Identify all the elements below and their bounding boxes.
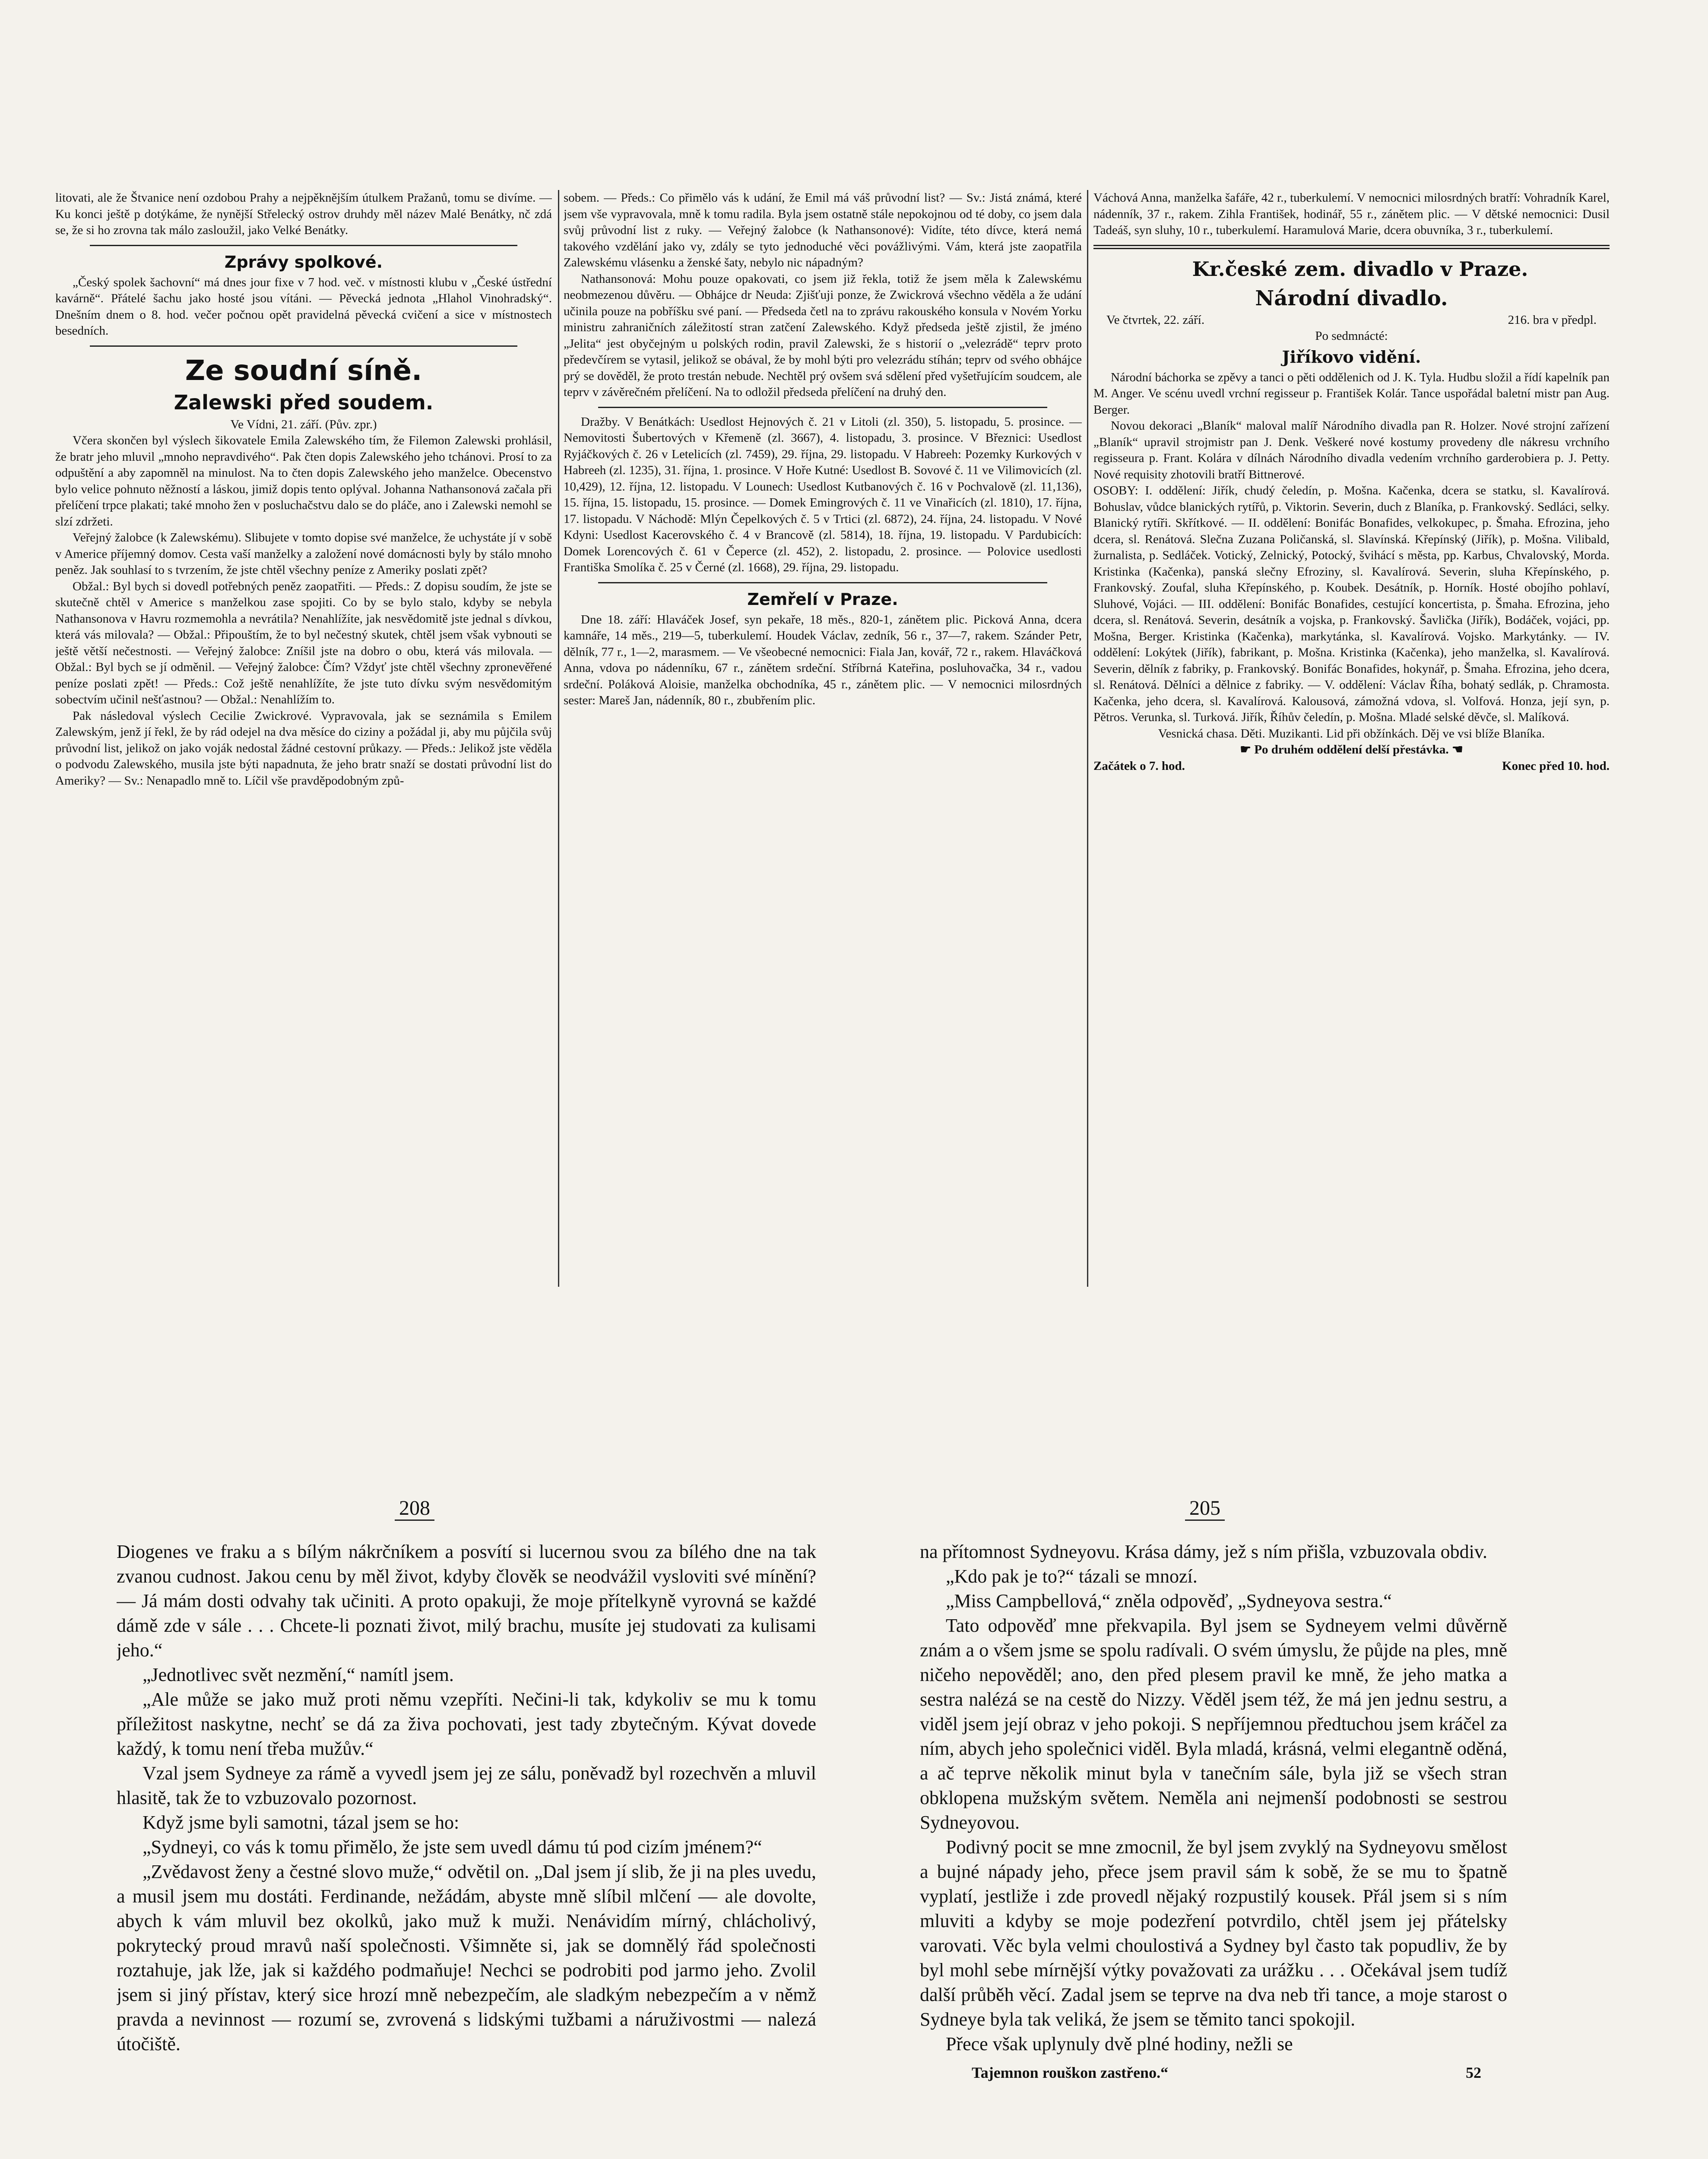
footer-row <box>920 2061 1507 2085</box>
paragraph: Když jsme byli samotni, tázal jsem se ho: <box>143 1812 459 1833</box>
section-title: Ze soudní síně. <box>185 355 422 387</box>
paragraph: Váchová Anna, manželka šafáře, 42 r., tuberkulemí. V nemocnici milosrdných bratří: Vohradník Karel, nádenník, 37 r., rakem. Zihla František, hodinář, 55 r., zánětem plic. — V dětské nemocnici: Dusil Tadeáš, syn sluhy, 10 r., tuberkulemí. Haramulová Marie, dcera obuvníka, 3 r., tuberkulemí. <box>1093 191 1610 237</box>
page-number-text: 208 <box>395 1497 434 1521</box>
paragraph: Podivný pocit se mne zmocnil, že byl jsem zvyklý na Sydneyovu smělost a bujné nápady jeho, přece jsem pravil sám k sobě, že se mu to špatně vyplatí, jestliže i zde provedl nějaký rozpustilý kousek. Přál jsem si s ním mluviti a kdyby se moje podezření potvrdilo, chtěl jsem jej přátelsky varovati. Věc byla velmi choulostivá a Sydney byl často tak popudliv, že by byl mohl sebe mírnější výtky považovati za urážku . . . Očekával jsem tudíž další průběh věcí. Zadal jsem se teprve na dva neb tři tance, a moje starost o Sydneye byla tak veliká, že jsem se těmito tanci spokojil. <box>920 1836 1507 2030</box>
pointing-hand-icon: ☚ <box>1448 743 1463 757</box>
paragraph: „Miss Campbellová,“ zněla odpověď, „Sydneyova sestra.“ <box>946 1590 1392 1611</box>
paragraph: Pak následoval výslech Cecilie Zwickrové. Vypravovala, jak se seznámila s Emilem Zalewským, jenž jí řekl, že by rád odejel na dva měsíce do ciziny a požádal ji, aby mu půjčila svůj průvodní list, jelikož on jako voják nedostal žádné cestovní průkazy. — Předs.: Jelikož jste věděla o podvodu Zalewského, musila jste býti napadnuta, že jeho bratr snaží se dostati průvodní list do Ameriky? — Sv.: Nenapadlo mně to. Líčil vše pravděpodobným způ- <box>55 709 552 788</box>
theatre-info-row <box>1093 312 1610 329</box>
play-title: Jiříkovo vidění. <box>1282 347 1421 367</box>
performance-count: Po sedmnácté: <box>1315 329 1388 343</box>
showtimes-row <box>1093 758 1610 775</box>
paragraph: Včera skončen byl výslech šikovatele Emila Zalewského tím, že Filemon Zalewski prohlásil, že bratr jeho mluvil „mnoho nepravdivého“. Pak čten dopis Zalewského jeho tchánovi. Prosí to za odpuštění a aby zapomněl na minulost. Na to čten dopis Zalewského jeho manželce. Obecenstvo bylo velice pohnuto něžností a láskou, jimiž dopis tento oplýval. Johanna Nathansonová začala při přelíčení trpce plakati; také mnoho žen v posluchačstvu dalo se do pláče, ano i Zalewski nemohl se slzí zdržeti. <box>55 434 552 529</box>
section-heading: Zprávy spolkové. <box>224 252 383 272</box>
paragraph: Nathansonová: Mohu pouze opakovati, co jsem již řekla, totiž že jsem měla k Zalewskému neobmezenou důvěru. — Obhájce dr Neuda: Zjišťuji ponze, že Zwickrová všechno věděla a že udání učinila pouze na pobříšku své paní. — Předseda četl na to zprávu rakouského konsula v Novém Yorku ministru zahraničních záležitostí stran zatčení Zalewského. Když předseda ještě zjistil, že jméno „Jelita“ jest obyčejným u polských rodin, pravil Zalewski, že s historií o „velezrádě“ teprv proto předevčírem se vytasil, jelikož se obával, že by mohl býti pro velezrádu stíhán; teprv od svého obhájce prý se dověděl, že proto trestán nebude. Nechtěl prý ovšem svá sdělení před vyšetřujícím soudcem, ale teprv v závěrečném přelíčení. Na to odložil předseda přelíčení na druhý den. <box>564 272 1082 399</box>
paragraph: sobem. — Předs.: Co přimělo vás k udání, že Emil má váš průvodní list? — Sv.: Jistá známá, které jsem vše vypravovala, mně k tomu radila. Byla jsem ostatně stále nepokojnou od té doby, co jsem dala svůj průvodní list z ruky. — Veřejný žalobce (k Nathansonové): Vidíte, této dívce, která nemá takového vzdělání jako vy, zdály se tyto jednoduché věci povážlivými. Vám, která jste zaopatřila Zalewskému vlásenku a ženské šaty, nebylo nic nápadným? <box>564 191 1082 269</box>
double-divider <box>1093 245 1610 249</box>
column-rule <box>558 190 559 1287</box>
page-number-text: 205 <box>1185 1497 1225 1521</box>
paragraph: „Kdo pak je to?“ tázali se mnozí. <box>946 1566 1198 1587</box>
theatre-heading: Kr.české zem. divadlo v Praze. <box>1192 257 1528 281</box>
end-time: Konec před 10. hod. <box>1502 759 1610 773</box>
footer-title: Tajemnon rouškon zastřeno.“ <box>972 2064 1169 2081</box>
novel-column-right <box>920 1539 1507 2159</box>
divider <box>90 345 517 347</box>
page-number-right <box>1162 1496 1248 1520</box>
paragraph: „Jednotlivec svět nezmění,“ namítl jsem. <box>143 1664 454 1685</box>
start-time: Začátek o 7. hod. <box>1093 759 1185 773</box>
footer-number: 52 <box>1466 2064 1481 2081</box>
paragraph: „Zvědavost ženy a čestné slovo muže,“ odvětil on. „Dal jsem jí slib, že ji na ples uvedu, a musil jsem mu dostáti. Ferdinande, nežádám, abyste mně slíbil mlčení — ale dovolte, abych k vám mluvil bez okolků, jako muž k muži. Nenávidím mírný, chlácholivý, pokrytecký proud mravů naší společnosti. Všimněte si, jak se domnělý řád společnosti roztahuje, jak lže, jak si každého podmaňuje! Nechci se podrobiti pod jarmo jeho. Zvolil jsem si jiný přístav, který sice hrozí mně nebezpečím, ale sladkým nebezpečím a v němž pravda a nevinnost — rozumí se, zvrovená s lidskými tužbami a náruživostmi — nalezá útočiště. <box>117 1861 816 2055</box>
paragraph: Dražby. V Benátkách: Usedlost Hejnových č. 21 v Litoli (zl. 350), 5. listopadu, 5. prosince. — Nemovitosti Šubertových v Křemeně (zl. 3667), 4. listopadu, 3. prosince. V Březnici: Usedlost Ryjáčkových č. 26 v Letelicích (zl. 7459), 29. října, 29. listopadu. V Habreeh: Pozemky Kurkových v Habreeh (zl. 1235), 31. října, 1. prosince. V Hoře Kutné: Usedlost B. Sovové č. 11 ve Vilimovicích (zl. 10,429), 12. října, 12. listopadu. V Lounech: Usedlost Kutbanových č. 16 v Pochvalově (zl. 11,136), 15. října, 15. listopadu, 15. prosince. — Domek Emingrových č. 11 ve Vinařicích (zl. 1810), 17. října, 17. listopadu. V Náchodě: Mlýn Čepelkových č. 5 v Trtici (zl. 6872), 24. října, 24. listopadu. V Nové Kdyni: Usedlost Kacerovského č. 4 v Brancově (zl. 5814), 18. října, 19. listopadu. V Pardubicích: Domek Lorencových č. 61 v Čeperce (zl. 452), 2. listopadu, 2. prosince. — Polovice usedlosti Františka Smolíka č. 25 v Černé (zl. 1668), 29. října, 29. listopadu. <box>564 415 1082 574</box>
paragraph: Vesnická chasa. Děti. Muzikanti. Lid při obžínkách. Děj ve vsi blíže Blaníka. <box>1158 726 1545 741</box>
article-title: Zalewski před soudem. <box>174 390 434 414</box>
column-3 <box>1093 190 1610 1295</box>
theatre-name: Národní divadlo. <box>1255 286 1448 310</box>
novel-column-left <box>117 1539 816 2159</box>
cast-list: OSOBY: I. oddělení: Jiřík, chudý čeledín, p. Mošna. Kačenka, dcera se statku, sl. Kavalírová. Bohuslav, vůdce blanických rytířů, p. Viktorin. Severin, duch z Blaníka, p. Frankovský. Sedláci, selky. Blanický rytíři. Skřítkové. — II. oddělení: Bonifác Bonafides, velkokupec, p. Šmaha. Efrozina, jeho dcera, sl. Renátová. Slečna Zuzana Poličanská, sl. Slavínská. Křepínský (Jiřík), p. Mošna. Vilibald, žurnalista, p. Sedláček. Votický, Zelnický, Potocký, švihácí s města, pp. Karbus, Chvalovský, Morda. Kristinka (Kačenka), panská slečny Efroziny, sl. Kavalírová. Severin, sluha Křepínského, p. Frankovský. Zoufal, sluha Křepínského, p. Koubek. Desátník, p. Horník. Hosté obojího pohlaví, Sluhové, Vojáci. — III. oddělení: Bonifác Bonafides, cestující koncertista, p. Šmaha. Efrozina, jeho dcera, sl. Renátová. Severin, desátník a vojska, p. Frankovský. Šavlička (Jiřík), Bodáček, vojáci, pp. Mošna, Berger. Kristinka (Kačenka), markytánka, sl. Kavalírová. Vojsko. Markytánky. — IV. oddělení: Lokýtek (Jiřík), fabrikant, p. Mošna. Kristinka (Kačenka), jeho manželka, sl. Kavalírová. Severin, dělník z fabriky, p. Frankovský. Bonifác Bonafides, hokynář, p. Šmaha. Efrozina, jeho dcera, sl. Renátová. Dělníci a dělnice z fabriky. — V. oddělení: Václav Říha, bohatý sedlák, p. Chramosta. Kačenka, jeho dcera, sl. Kavalírová. Kalousová, zámožná vdova, sl. Volfová. Honza, její syn, p. Pětros. Verunka, sl. Turková. Jiřík, Říhův čeledín, p. Mošna. Mladé selské děvče, sl. Malíková. <box>1093 484 1610 724</box>
page-number-left <box>371 1496 458 1520</box>
divider <box>598 407 1047 408</box>
paragraph: Dne 18. září: Hlaváček Josef, syn pekaře, 18 měs., 820-1, zánětem plic. Picková Anna, dcera kamnáře, 14 měs., 219—5, tuberkulemí. Houdek Václav, zedník, 56 r., 37—7, rakem. Szánder Petr, dělník, 77 r., 1—2, marasmem. — Ve všeobecné nemocnici: Fiala Jan, kovář, 72 r., rakem. Hlaváčková Anna, vdova po nádenníku, 67 r., zánětem srdeční. Stříbrná Kateřina, posluhovačka, 34 r., vadou srdeční. Poláková Aloisie, manželka obchodníka, 45 r., zánětem plic. — V nemocnici milosrdných sester: Mareš Jan, nádenník, 80 r., zbubřením plic. <box>564 612 1082 707</box>
paragraph: Obžal.: Byl bych si dovedl potřebných peněz zaopatřiti. — Předs.: Z dopisu soudím, že jste se skutečně chtěl v Americe s manželkou zase spojiti. Co by se bylo stalo, kdyby se nebyla Nathansonova v Havru rozmemohla a nevrátila? Nenahlížíte, jak nesvědomitě jste jednal s dívkou, která vás milovala? — Obžal.: Připouštím, že to byl nečestný skutek, chtěl jsem však vybnouti se ještě větší nečestnosti. — Veřejný žalobce: Zníšil jste na dobro o obu, která vás milovala. — Obžal.: Byl bych se jí odměnil. — Veřejný žalobce: Čím? Vždyť jste chtěl všechny zpronevěřené peníze poslati zpět! — Předs.: Což ještě nenahlížíte, že jste tuto dívku svým nesvědomitým sobectvím učinil nešťastnou? — Obžal.: Nenahlížím to. <box>55 579 552 706</box>
paragraph: Veřejný žalobce (k Zalewskému). Slibujete v tomto dopise své manželce, že uchystáte jí v sobě v Americe příjemný domov. Cesta vaší manželky a založení nové domácnosti byly by stálo mnoho peněz. Jak souhlasí to s tvrzením, že jste chtěl všechny peníze z Ameriky poslati zpět? <box>55 531 552 577</box>
paragraph: litovati, ale že Štvanice není ozdobou Prahy a nejpěknějším útulkem Pražanů, tomu se divíme. — Ku konci ještě p dotýkáme, že nynější Střelecký ostrov druhdy měl název Malé Benátky, nč zdá se, že si ho zrovna tak málo zasloužil, jako Velké Benátky. <box>55 191 552 237</box>
pointing-hand-icon: ☛ <box>1240 743 1255 757</box>
paragraph: „Sydneyi, co vás k tomu přimělo, že jste sem uvedl dámu tú pod cizím jménem?“ <box>143 1836 762 1858</box>
theatre-performance: 216. bra v předpl. <box>1508 313 1597 327</box>
intermission-text: Po druhém oddělení delší přestávka. <box>1254 743 1449 757</box>
paragraph: na přítomnost Sydneyovu. Krása dámy, jež s ním přišla, vzbuzovala obdiv. <box>920 1541 1488 1562</box>
paragraph: Vzal jsem Sydneye za rámě a vyvedl jsem jej ze sálu, poněvadž byl rozechvěn a mluvil hlasitě, tak že to vzbuzovalo pozornost. <box>117 1763 816 1808</box>
paragraph: Tato odpověď mne překvapila. Byl jsem se Sydneyem velmi důvěrně znám a o všem jsme se spolu radívali. O svém úmyslu, že půjde na ples, mně ničeho nepověděl; ano, den před plesem pravil ke mně, že jeho matka a sestra nalézá se na cestě do Nizzy. Věděl jsem též, že má jen jednu sestru, a viděl jsem její obraz v jeho pokoji. S nepříjemnou předtuchou jsem kráčel za ním, abych jeho společnici viděl. Byla mladá, krásná, velmi elegantně oděná, a ač teprve několik minut byla v tanečním sále, byla již se všech stran obklopena mužským světem. Neměla ani nejmenší podobnosti se sestrou Sydneyovou. <box>920 1615 1507 1833</box>
intermission-note <box>1093 742 1610 758</box>
column-1 <box>55 190 552 1295</box>
paragraph: Národní báchorka se zpěvy a tanci o pěti oddělenich od J. K. Tyla. Hudbu složil a řídí kapelník pan M. Anger. Ve scénu uvedl vrchní regisseur p. František Kolár. Tance uspořádal baletní mistr pan Aug. Berger. <box>1093 370 1610 417</box>
column-rule <box>1087 190 1088 1287</box>
paragraph: Novou dekoraci „Blaník“ maloval malíř Národního divadla pan R. Holzer. Nové strojní zařízení „Blaník“ upravil strojmistr pan J. Denk. Veškeré nové kostumy provedeny dle nákresu vrchního regisseura p. Frant. Kolára v dílnách Národního divadla vedením vrchního garderobiera p. J. Petty. Nové requisity zhotovili bratří Bittnerové. <box>1093 419 1610 481</box>
divider <box>90 245 517 246</box>
paragraph: „Český spolek šachovní“ má dnes jour fixe v 7 hod. več. v místnosti klubu v „České ústřední kavárně“. Přátelé šachu jako hosté jsou vítáni. — Pěvecká jednota „Hlahol Vinohradský“. Dnešním dnem o 8. hod. večer počnou opět pravidelná pěvecká cvičení a sice v místnostech besedních. <box>55 275 552 338</box>
paragraph: Diogenes ve fraku a s bílým nákrčníkem a posvítí si lucernou svou za bílého dne na tak zvanou cudnost. Jakou cenu by měl život, kdyby člověk se neodvážil vysloviti své mínění? — Já mám dosti odvahy tak učiniti. A proto opakuji, že moje přítelkyně vyrovná se každé dámě zde v sále . . . Chcete-li poznati život, milý brachu, musíte jej studovati za kulisami jeho.“ <box>117 1541 816 1661</box>
dateline: Ve Vídni, 21. září. (Pův. zpr.) <box>230 417 377 431</box>
paragraph: Přece však uplynuly dvě plné hodiny, nežli se <box>946 2033 1293 2055</box>
theatre-date: Ve čtvrtek, 22. září. <box>1106 313 1205 327</box>
divider <box>598 582 1047 583</box>
section-heading: Zemřelí v Praze. <box>747 589 898 609</box>
paragraph: „Ale může se jako muž proti němu vzepříti. Nečini-li tak, kdykoliv se mu k tomu příležitost naskytne, nechť se dá za živa pochovati, jest tady zbytečným. Kývat dovede každý, k tomu není třeba mužův.“ <box>117 1689 816 1759</box>
column-2 <box>564 190 1082 1295</box>
